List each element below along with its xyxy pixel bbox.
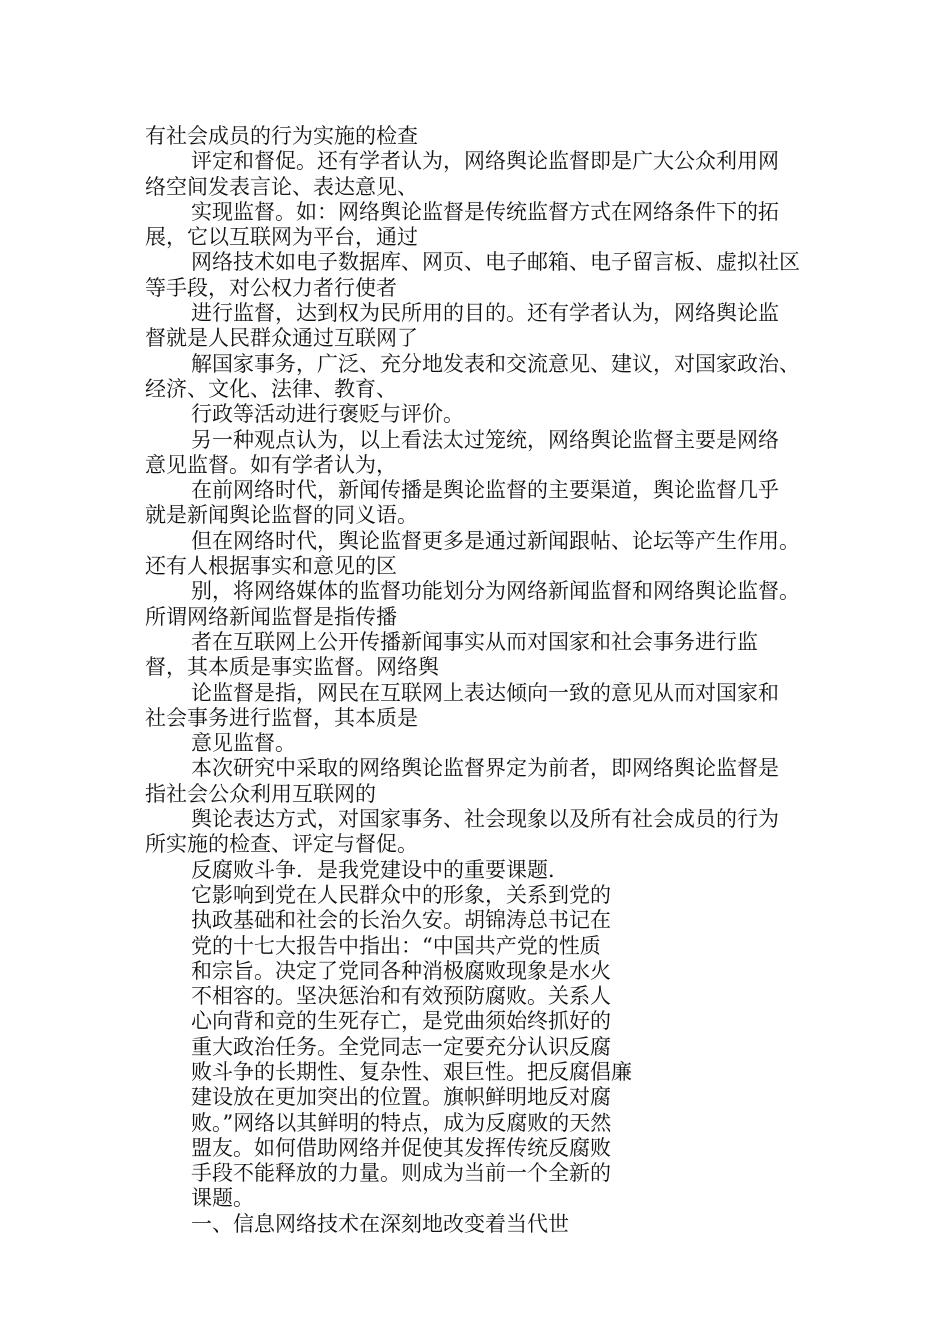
text-line: 败。”网络以其鲜明的特点，成为反腐败的天然: [191, 1110, 612, 1135]
text-line: 意见监督。如有学者认为，: [145, 452, 397, 477]
text-line: 有社会成员的行为实施的检查: [145, 124, 418, 148]
text-line: 在前网络时代，新闻传播是舆论监督的主要渠道，舆论监督几乎: [191, 478, 779, 503]
text-line: 课题。: [191, 1186, 254, 1211]
document-body: [145, 124, 845, 1237]
text-line: 指社会公众利用互联网的: [145, 781, 376, 806]
text-line: 党的十七大报告中指出：“中国共产党的性质: [191, 933, 601, 958]
text-line: 络空间发表言论、表达意见、: [145, 174, 418, 199]
text-line: 盟友。如何借助网络并促使其发挥传统反腐败: [191, 1135, 611, 1160]
text-line: 网络技术如电子数据库、网页、电子邮箱、电子留言板、虚拟社区: [191, 250, 800, 275]
text-line: 展，它以互联网为平台，通过: [145, 225, 418, 250]
text-line: 执政基础和社会的长治久安。胡锦涛总书记在: [191, 908, 611, 933]
text-line: 就是新闻舆论监督的同义语。: [145, 503, 418, 528]
text-line: 建设放在更加突出的位置。旗帜鲜明地反对腐: [191, 1085, 611, 1110]
text-line: 实现监督。如：网络舆论监督是传统监督方式在网络条件下的拓: [191, 199, 779, 224]
text-line: 舆论表达方式，对国家事务、社会现象以及所有社会成员的行为: [191, 807, 779, 832]
text-line: 它影响到党在人民群众中的形象，关系到党的: [191, 882, 611, 907]
text-line: 解国家事务，广泛、充分地发表和交流意见、建议，对国家政治、: [191, 351, 800, 376]
text-line: 不相容的。坚决惩治和有效预防腐败。关系人: [191, 984, 611, 1009]
text-line: 经济、文化、法律、教育、: [145, 376, 397, 401]
text-line: 所谓网络新闻监督是指传播: [145, 604, 397, 629]
text-line: 等手段，对公权力者行使者: [145, 275, 397, 300]
text-line: 进行监督，达到权为民所用的目的。还有学者认为，网络舆论监: [191, 301, 779, 326]
text-line: 行政等活动进行褒贬与评价。: [191, 402, 464, 427]
text-line: 败斗争的长期性、复杂性、艰巨性。把反腐倡廉: [191, 1059, 632, 1084]
text-line: 所实施的检查、评定与督促。: [145, 832, 418, 857]
text-line: 督，其本质是事实监督。网络舆: [145, 655, 439, 680]
text-line: 和宗旨。决定了党同各种消极腐败现象是水火: [191, 958, 611, 983]
text-line: 督就是人民群众通过互联网了: [145, 326, 418, 351]
text-line: 另一种观点认为，以上看法太过笼统，网络舆论监督主要是网络: [191, 427, 779, 452]
text-line: 本次研究中采取的网络舆论监督界定为前者，即网络舆论监督是: [191, 756, 779, 781]
text-line: 手段不能释放的力量。则成为当前一个全新的: [191, 1161, 611, 1186]
text-line: 反腐败斗争．是我党建设中的重要课题．: [191, 857, 569, 882]
text-line: 别，将网络媒体的监督功能划分为网络新闻监督和网络舆论监督。: [191, 579, 800, 604]
text-line: 论监督是指，网民在互联网上表达倾向一致的意见从而对国家和: [191, 680, 779, 705]
text-line: 还有人根据事实和意见的区: [145, 554, 397, 579]
text-line: 评定和督促。还有学者认为，网络舆论监督即是广大公众利用网: [191, 149, 779, 174]
text-line: 社会事务进行监督，其本质是: [145, 705, 418, 730]
text-line: 重大政治任务。全党同志一定要充分认识反腐: [191, 1034, 611, 1059]
text-line: 但在网络时代，舆论监督更多是通过新闻跟帖、论坛等产生作用。: [191, 528, 800, 553]
text-line: 意见监督。: [191, 731, 296, 756]
text-line: 者在互联网上公开传播新闻事实从而对国家和社会事务进行监: [191, 629, 758, 654]
text-line: 心向背和竞的生死存亡，是党曲须始终抓好的: [191, 1009, 611, 1034]
text-line: 一、信息网络技术在深刻地改变着当代世: [191, 1211, 569, 1236]
